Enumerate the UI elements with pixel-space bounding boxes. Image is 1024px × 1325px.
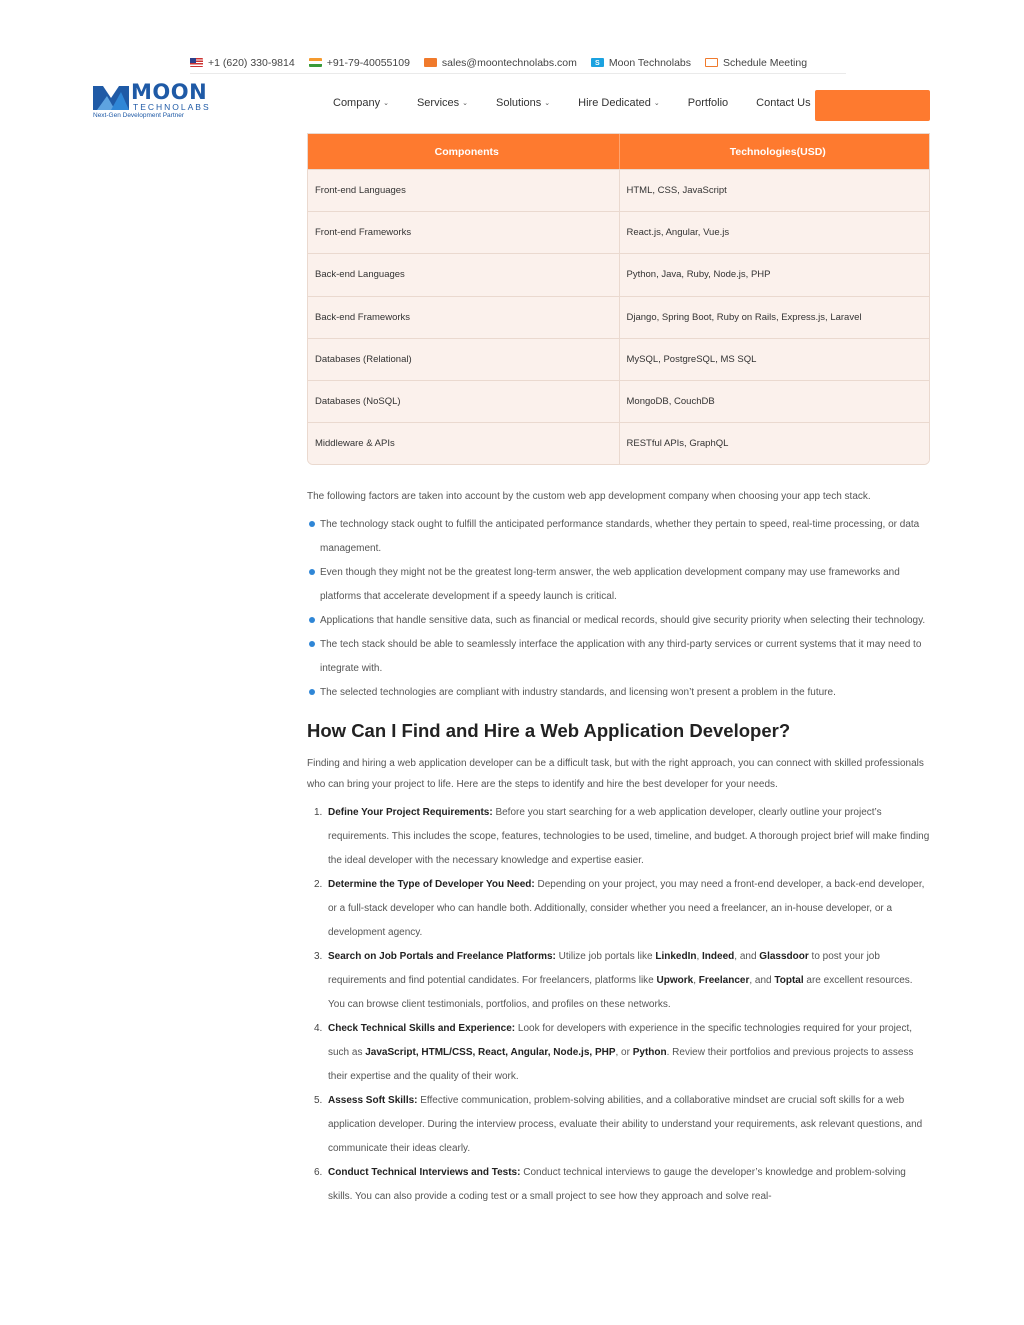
list-item: The technology stack ought to fulfill the anticipated performance standards, whether they pertain to speed, real-time processing, or data management.	[307, 513, 932, 561]
step-bold-text: Upwork	[656, 975, 694, 986]
step-bold-text: Conduct Technical Interviews and Tests:	[328, 1167, 521, 1178]
us-flag-icon	[190, 58, 203, 67]
table-cell-technology: HTML, CSS, JavaScript	[619, 170, 930, 211]
logo-name: MOON	[131, 80, 208, 104]
table-header-components: Components	[434, 145, 499, 158]
nav-contact-us[interactable]	[756, 97, 810, 109]
table-cell-component: Back-end Frameworks	[315, 311, 411, 323]
tech-stack-table	[307, 133, 930, 465]
phone-in-link[interactable]	[309, 57, 410, 69]
step-bold-text: LinkedIn	[655, 951, 697, 962]
skype-text: Moon Technolabs	[608, 56, 692, 69]
step-number: 1.	[314, 807, 323, 818]
step-text: Depending on your project, you may need a front-end developer, a back-end developer, or a full-stack developer who can handle both. Additionally, consider whether you need a freelancer, an in-house developer, or a development agency.	[328, 879, 925, 938]
factor-list	[307, 513, 932, 705]
table-row	[308, 422, 929, 464]
step-text: , and	[734, 951, 760, 962]
schedule-text: Schedule Meeting	[723, 56, 808, 69]
list-item: The selected technologies are compliant with industry standards, and licensing won’t present a problem in the future.	[307, 681, 932, 705]
list-item	[307, 1161, 932, 1209]
step-bold-text: Freelancer	[698, 975, 750, 986]
table-cell-component: Front-end Frameworks	[315, 227, 412, 239]
main-nav	[333, 97, 839, 109]
phone-in-text: +91-79-40055109	[326, 56, 410, 69]
step-text: to post your job requirements and find potential candidates. For freelancers, platforms like	[328, 951, 880, 986]
step-text: . Review their portfolios and previous projects to assess their expertise and the quality of their work.	[328, 1047, 914, 1082]
step-text: Effective communication, problem-solving abilities, and a collaborative mindset are crucial soft skills for a web application developer. During the interview process, evaluate their ability to understand your requirements, ask relevant questions, and communicate their ideas clearly.	[328, 1095, 923, 1154]
step-bold-text: JavaScript, HTML/CSS, React, Angular, Node.js, PHP	[365, 1047, 616, 1058]
step-text: Look for developers with experience in the specific technologies required for your project, such as	[328, 1023, 913, 1058]
nav-hire-dedicated[interactable]	[578, 97, 660, 109]
skype-link[interactable]	[591, 57, 691, 69]
step-bold-text: Python	[632, 1047, 667, 1058]
contact-bar	[190, 52, 846, 74]
intro-paragraph: The following factors are taken into account by the custom web app development company when choosing your app tech stack.	[307, 491, 871, 502]
step-text: Utilize job portals like	[555, 951, 656, 962]
phone-us-text: +1 (620) 330-9814	[208, 56, 295, 69]
calendar-icon	[705, 58, 718, 67]
step-number: 6.	[314, 1167, 323, 1178]
email-link[interactable]	[424, 57, 577, 69]
nav-services[interactable]	[417, 97, 468, 109]
table-cell-component: Front-end Languages	[315, 185, 406, 197]
step-number: 3.	[314, 951, 323, 962]
table-header-row	[308, 134, 929, 169]
site-logo[interactable]	[93, 82, 223, 120]
step-bold-text: Indeed	[702, 951, 735, 962]
step-text: , and	[749, 975, 775, 986]
section-paragraph: Finding and hiring a web application developer can be a difficult task, but with the right approach, you can connect with skilled professionals who can bring your project to life. Here are the steps to identify and hire the best developer for your needs.	[307, 758, 924, 790]
india-flag-icon	[309, 58, 322, 67]
table-row	[308, 169, 929, 211]
table-header-technologies: Technologies(USD)	[619, 134, 930, 169]
step-number: 2.	[314, 879, 323, 890]
table-cell-technology: MongoDB, CouchDB	[619, 381, 930, 422]
list-item: Even though they might not be the greatest long-term answer, the web application development company may use frameworks and platforms that accelerate development if a speedy launch is critical.	[307, 561, 932, 609]
nav-label: Hire Dedicated	[578, 97, 651, 109]
step-number: 5.	[314, 1095, 323, 1106]
chevron-down-icon: ⌄	[462, 100, 469, 107]
chevron-down-icon: ⌄	[383, 100, 389, 107]
list-item	[307, 873, 932, 945]
list-item: Applications that handle sensitive data, such as financial or medical records, should give security priority when selecting their technology.	[307, 609, 932, 633]
step-text: ,	[693, 975, 699, 986]
nav-label: Contact Us	[756, 97, 811, 109]
mail-icon	[424, 58, 437, 67]
hiring-steps-list	[307, 801, 932, 1209]
step-bold-text: Search on Job Portals and Freelance Platforms:	[328, 951, 556, 962]
step-text: are excellent resources. You can browse client testimonials, portfolios, and profiles on these networks.	[328, 975, 913, 1010]
nav-label: Company	[333, 97, 381, 109]
step-bold-text: Define Your Project Requirements:	[328, 807, 493, 818]
logo-mark-icon	[93, 82, 129, 110]
chevron-down-icon: ⌄	[653, 100, 660, 107]
nav-portfolio[interactable]	[688, 97, 728, 109]
list-item	[307, 801, 932, 873]
step-bold-text: Determine the Type of Developer You Need:	[328, 879, 535, 890]
table-row	[308, 380, 929, 422]
step-bold-text: Toptal	[774, 975, 804, 986]
table-cell-component: Databases (NoSQL)	[315, 396, 401, 408]
nav-company[interactable]	[333, 97, 389, 109]
step-text: Before you start searching for a web application developer, clearly outline your project’s requirements. This includes the scope, features, technologies to be used, timeline, and budget. A thorough project brief will make finding the ideal developer with the necessary knowledge and expertise easier.	[328, 807, 930, 866]
section-heading: How Can I Find and Hire a Web Application Developer?	[307, 720, 791, 741]
phone-us-link[interactable]	[190, 57, 295, 69]
table-cell-component: Back-end Languages	[315, 269, 405, 281]
step-bold-text: Glassdoor	[759, 951, 809, 962]
nav-solutions[interactable]	[496, 97, 550, 109]
table-cell-technology: Django, Spring Boot, Ruby on Rails, Express.js, Laravel	[619, 297, 930, 338]
list-item	[307, 1017, 932, 1089]
cta-button[interactable]	[815, 90, 930, 121]
step-text: ,	[696, 951, 703, 962]
nav-label: Solutions	[496, 97, 542, 109]
table-row	[308, 211, 929, 253]
table-cell-technology: React.js, Angular, Vue.js	[619, 212, 930, 253]
table-row	[308, 338, 929, 380]
chevron-down-icon: ⌄	[544, 100, 551, 107]
table-cell-technology: RESTful APIs, GraphQL	[619, 423, 930, 464]
table-cell-component: Databases (Relational)	[315, 353, 412, 365]
step-text: Conduct technical interviews to gauge the developer’s knowledge and problem-solving skills. You can also provide a coding test or a small project to see how they approach and solve real-	[328, 1167, 906, 1202]
step-bold-text: Assess Soft Skills:	[328, 1095, 418, 1106]
step-text: , or	[615, 1047, 633, 1058]
table-row	[308, 253, 929, 295]
logo-sub: TECHNOLABS	[133, 102, 211, 112]
list-item: The tech stack should be able to seamlessly interface the application with any third-party services or current systems that it may need to integrate with.	[307, 633, 932, 681]
article-content	[307, 486, 932, 1209]
skype-icon: S	[591, 58, 604, 67]
schedule-meeting-link[interactable]	[705, 57, 807, 69]
table-cell-component: Middleware & APIs	[315, 438, 395, 450]
step-number: 4.	[314, 1023, 323, 1034]
table-cell-technology: MySQL, PostgreSQL, MS SQL	[619, 339, 930, 380]
list-item	[307, 945, 932, 1017]
email-text: sales@moontechnolabs.com	[441, 56, 577, 69]
nav-label: Services	[416, 97, 460, 109]
table-row	[308, 296, 929, 338]
table-cell-technology: Python, Java, Ruby, Node.js, PHP	[619, 254, 930, 295]
list-item	[307, 1089, 932, 1161]
nav-label: Portfolio	[687, 97, 729, 109]
logo-tagline: Next-Gen Development Partner	[93, 112, 185, 119]
step-bold-text: Check Technical Skills and Experience:	[328, 1023, 516, 1034]
